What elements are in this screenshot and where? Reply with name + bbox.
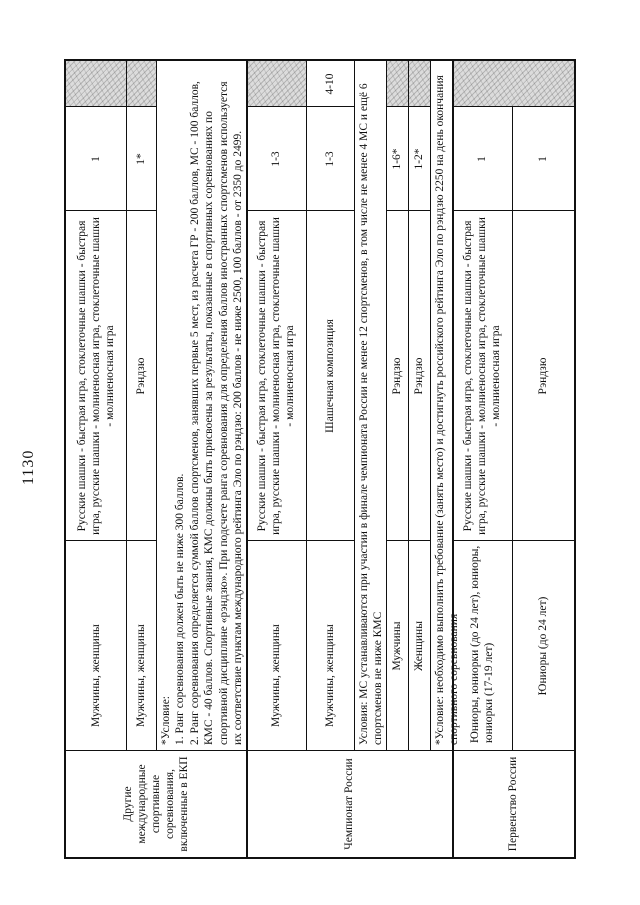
shaded-cell bbox=[246, 61, 306, 107]
condition-note-champ: *Условие: необходимо выполнить требование (занять место) и достигнуть российского рейтинга Эло по рэндзю 2250 на день окончания спортивного соревнования bbox=[434, 75, 461, 745]
place-other-2: 1* bbox=[134, 153, 147, 165]
group-champ-1: Мужчины, женщины bbox=[269, 624, 282, 727]
discipline-other-1: Русские шашки - быстрая игра, стоклеточные шашки - быстрая игра, русские шашки - молниеносная игра, стоклеточные шашки - молниеносная игра bbox=[75, 217, 116, 535]
col-divider bbox=[386, 540, 430, 541]
competition-first: Первенство России bbox=[506, 756, 519, 852]
col-divider bbox=[246, 210, 354, 211]
condition-note-other bbox=[156, 61, 246, 751]
row-divider bbox=[386, 61, 387, 751]
place-champ-2a: 1-3 bbox=[323, 151, 336, 167]
place-first-1: 1 bbox=[475, 156, 488, 162]
place-first-2: 1 bbox=[536, 156, 549, 162]
group-other-1: Мужчины, женщины bbox=[89, 624, 102, 727]
discipline-first-2: Рэндзю bbox=[536, 357, 549, 395]
col-divider bbox=[386, 210, 430, 211]
discipline-champ-3: Рэндзю bbox=[390, 357, 403, 395]
row-divider bbox=[156, 61, 157, 751]
group-champ-2: Мужчины, женщины bbox=[323, 624, 336, 727]
row-divider bbox=[306, 61, 307, 751]
col-divider bbox=[66, 540, 156, 541]
note-item-1: 1. Ранг соревнования должен быть не ниже 300 баллов. bbox=[174, 473, 187, 745]
col-divider bbox=[66, 210, 156, 211]
place-other-1: 1 bbox=[89, 156, 102, 162]
qualification-table bbox=[64, 59, 576, 859]
row-divider bbox=[452, 61, 454, 857]
group-champ-3: Мужчины bbox=[390, 621, 403, 671]
place-champ-3: 1-6* bbox=[390, 148, 403, 170]
col-divider bbox=[452, 540, 574, 541]
group-first-1: Юниоры, юниорки (до 24 лет), юниоры, юниорки (17-19 лет) bbox=[468, 545, 495, 743]
place-champ-2b: 4-10 bbox=[323, 73, 336, 95]
shaded-cell bbox=[126, 61, 156, 107]
discipline-champ-2: Шашечная композиция bbox=[323, 319, 336, 433]
group-first-2: Юниоры (до 24 лет) bbox=[536, 596, 549, 696]
shaded-cell bbox=[386, 61, 408, 107]
col-divider bbox=[246, 540, 354, 541]
row-divider bbox=[408, 61, 409, 751]
page-number: 1130 bbox=[20, 449, 37, 485]
col-divider bbox=[66, 750, 574, 751]
note-title: *Условие: bbox=[160, 696, 172, 745]
discipline-champ-4: Рэндзю bbox=[412, 357, 425, 395]
discipline-first-1: Русские шашки - быстрая игра, стоклеточные шашки - быстрая игра, русские шашки - молниеносная игра, стоклеточные шашки - молниеносная игра bbox=[461, 217, 502, 535]
competition-other: Другие международные спортивные соревнования, включенные в ЕКП bbox=[121, 756, 191, 852]
group-other-2: Мужчины, женщины bbox=[134, 624, 147, 727]
shaded-cell bbox=[408, 61, 430, 107]
note-item-2: 2. Ранг соревнования определяется суммой баллов спортсменов, занявших первые 5 мест, из расчета ГР - 200 баллов, МС - 100 баллов, КМС - 40 баллов. Спортивные звания, КМС должны быть присвоены за результаты, показанные в спортивных соревнованиях по спортивной дисциплине «рэндзю». При подсчете ранга соревнования для определения баллов иностранных спортсменов используется их соответствие пунктам международного рейтинга Эло по рэндзю: 200 баллов - не ниже 2500, 100 баллов - от 2350 до 2499. bbox=[188, 81, 244, 745]
col-divider bbox=[386, 106, 430, 107]
group-champ-4: Женщины bbox=[412, 621, 425, 671]
col-divider bbox=[246, 106, 354, 107]
discipline-champ-1: Русские шашки - быстрая игра, стоклеточные шашки - быстрая игра, русские шашки - молниеносная игра, стоклеточные шашки - молниеносная игра bbox=[255, 217, 296, 535]
col-divider bbox=[66, 106, 156, 107]
condition-champ: Условия: МС устанавливаются при участии в финале чемпионата России не менее 12 спортсменов, в том числе не менее 4 МС и ещё 6 спортсменов не ниже КМС bbox=[358, 83, 385, 745]
discipline-other-2: Рэндзю bbox=[134, 357, 147, 395]
competition-championship: Чемпионат России bbox=[342, 758, 355, 850]
place-champ-4: 1-2* bbox=[412, 148, 425, 170]
col-divider bbox=[452, 106, 574, 107]
row-divider bbox=[246, 61, 248, 857]
row-divider bbox=[512, 107, 513, 751]
place-champ-1: 1-3 bbox=[269, 151, 282, 167]
row-divider bbox=[430, 61, 431, 751]
row-divider bbox=[354, 61, 355, 751]
shaded-cell bbox=[66, 61, 126, 107]
row-divider bbox=[126, 61, 127, 751]
col-divider bbox=[452, 210, 574, 211]
shaded-cell bbox=[452, 61, 574, 107]
